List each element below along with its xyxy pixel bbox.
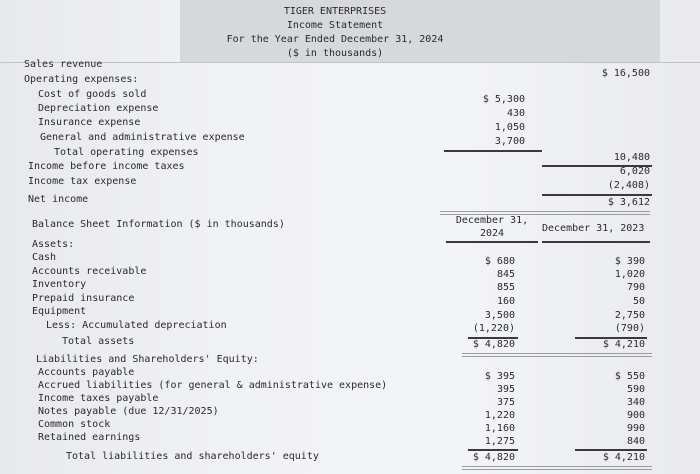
col-2023-header-rule [542,241,650,243]
asset-row-2024: (1,220) [472,323,515,334]
liability-row-label: Income taxes payable [38,393,159,404]
le-2023-rule [575,449,647,451]
cogs-value: $ 5,300 [482,94,525,105]
liability-row-2023: 900 [626,410,645,421]
balance-sheet-title: Balance Sheet Information ($ in thousands) [32,219,285,230]
company-name: TIGER ENTERPRISES [283,6,387,17]
col-2024-header-rule [446,241,538,243]
liability-row-2023: 990 [626,423,645,434]
liability-row-2024: 395 [496,384,515,395]
total-assets-label: Total assets [62,336,135,347]
total-le-2024: $ 4,820 [472,452,515,463]
col-2024-header-line1: December 31, [455,215,529,226]
depreciation-label: Depreciation expense [38,103,159,114]
tax-value: (2,408) [607,180,650,191]
opex-label: Operating expenses: [24,74,139,85]
liability-row-2024: 375 [496,397,515,408]
statement-title: Income Statement [286,20,384,31]
total-assets-2023: $ 4,210 [602,339,645,350]
total-le-label: Total liabilities and shareholders' equity [66,451,319,462]
tax-rule [542,194,652,196]
asset-row-2024: 160 [496,296,515,307]
statement-units: ($ in thousands) [286,48,384,59]
asset-row-2023: 50 [632,296,645,307]
statement-period: For the Year Ended December 31, 2024 [226,34,444,45]
total-le-double-rule-upper [462,466,652,467]
col-2023-header: December 31, 2023 [542,223,645,234]
depreciation-value: 430 [506,108,525,119]
ibt-label: Income before income taxes [28,161,185,172]
asset-row-2023: 1,020 [614,269,645,280]
header-divider [0,62,700,63]
liability-row-2023: 340 [626,397,645,408]
opex-subtotal-rule [444,150,542,152]
total-assets-double-rule-lower [462,356,652,357]
cogs-label: Cost of goods sold [38,89,147,100]
asset-row-2024: 845 [496,269,515,280]
assets-heading: Assets: [32,239,75,250]
net-income-value: $ 3,612 [607,197,650,208]
liability-row-label: Accounts payable [38,367,135,378]
net-income-rule-upper [440,211,650,212]
sales-value: $ 16,500 [601,68,650,79]
asset-row-2023: $ 390 [614,256,645,267]
asset-row-label: Less: Accumulated depreciation [46,320,227,331]
ibt-value: 6,020 [619,166,650,177]
liability-row-2023: 590 [626,384,645,395]
insurance-label: Insurance expense [38,117,141,128]
asset-row-2023: (790) [614,323,645,334]
net-income-label: Net income [28,194,89,205]
sales-label: Sales revenue [24,59,103,70]
liability-row-label: Notes payable (due 12/31/2025) [38,406,219,417]
liability-row-2024: 1,220 [484,410,515,421]
asset-row-label: Inventory [32,279,87,290]
asset-row-label: Cash [32,252,57,263]
liabilities-heading: Liabilities and Shareholders' Equity: [36,354,259,365]
asset-row-2024: $ 680 [484,256,515,267]
liability-row-2023: 840 [626,436,645,447]
asset-row-label: Prepaid insurance [32,293,135,304]
tax-label: Income tax expense [28,176,137,187]
liability-row-2024: $ 395 [484,371,515,382]
liability-row-label: Retained earnings [38,432,141,443]
total-assets-2024: $ 4,820 [472,339,515,350]
liability-row-2023: $ 550 [614,371,645,382]
liability-row-2024: 1,160 [484,423,515,434]
total-opex-value: 10,480 [613,152,650,163]
ga-value: 3,700 [494,136,525,147]
col-2024-header-line2: 2024 [479,228,505,239]
liability-row-label: Accrued liabilities (for general & administrative expense) [38,380,388,391]
asset-row-2023: 790 [626,282,645,293]
le-2024-rule [468,449,518,451]
asset-row-2024: 3,500 [484,310,515,321]
total-assets-double-rule-upper [462,353,652,354]
total-le-2023: $ 4,210 [602,452,645,463]
liability-row-label: Common stock [38,419,111,430]
total-opex-label: Total operating expenses [54,147,199,158]
asset-row-2023: 2,750 [614,310,645,321]
total-le-double-rule-lower [462,469,652,470]
asset-row-2024: 855 [496,282,515,293]
opex-total-rule [542,165,652,167]
asset-row-label: Equipment [32,306,87,317]
asset-row-label: Accounts receivable [32,266,147,277]
insurance-value: 1,050 [494,122,525,133]
ga-label: General and administrative expense [40,132,245,143]
liability-row-2024: 1,275 [484,436,515,447]
